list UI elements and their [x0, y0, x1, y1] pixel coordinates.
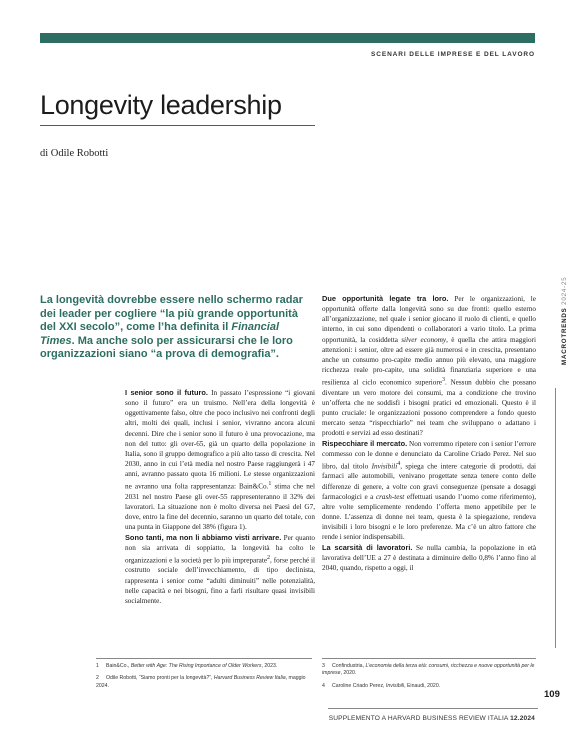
footnote-divider — [322, 658, 536, 659]
top-accent-bar — [40, 33, 535, 43]
footnote-ref: 3 — [441, 377, 445, 384]
subheading: Sono tanti, ma non li abbiamo visti arrivare. — [125, 532, 282, 542]
footnote-ref: 2 — [267, 554, 271, 561]
page-footer: SUPPLEMENTO A HARVARD BUSINESS REVIEW ITALIA 12.2024 — [328, 715, 535, 722]
title-underline — [40, 125, 315, 126]
footnote-ref: 4 — [397, 460, 401, 467]
byline: di Odile Robotti — [40, 148, 109, 159]
footer-divider — [328, 708, 538, 709]
subheading: Due opportunità legate tra loro. — [322, 294, 449, 303]
paragraph: Rispecchiare il mercato. Non vorremmo ripetere con i senior l’errore commesso con le donne e denunciato da Caroline Criado Perez. Nel suo libro, dal titolo Invisibili$^4$, spiega che intere categorie di prodotti, dai farmaci alle automobili, venivano progettate senza tenere conto delle differenze di genere, a volte con gravi conseguenze (pensate a dosaggi farmacologici e a crash-test effettuati usando l’uomo come riferimento), altre volte semplicemente rendendo l’offerta meno appetibile per le donne. L’assenza di donne nei team, questa è la spiegazione, rendeva invisibili i loro bisogni e le loro preferenze. Ma c’è un altro fattore che rende i senior indispensabili. — [322, 438, 537, 542]
footnote: 3 Confindustria, L’economia della terza età: consumi, ricchezza e nuove opportunità per le imprese, 2020. — [322, 663, 535, 677]
footnote-ref: 1 — [268, 481, 272, 488]
sidebar-divider — [555, 388, 556, 648]
sidebar-brand-label: MACROTRENDS 2024-25 — [561, 276, 568, 365]
body-column-left — [125, 388, 315, 606]
footnotes-right — [322, 663, 536, 695]
paragraph: La scarsità di lavoratori. Se nulla cambia, la popolazione in età lavorativa dell’UE a 27 è destinata a diminuire dello 0,8% l’anno fino al 2040, quando, rispetto a oggi, il — [322, 542, 537, 572]
page-number: 109 — [544, 689, 560, 700]
footnote: 2 Odile Robotti, “Siamo pronti per la longevità?”, Harvard Business Review Italia, maggio 2024. — [96, 675, 306, 689]
paragraph: Sono tanti, ma non li abbiamo visti arrivare. Per quanto non sia arrivata di soppiatto, la longevità ha colto le organizzazioni e la società per lo più impreparate$^2$, forse perché il costrutto sociale dell’invecchiamento, di tipo declinista, rappresenta i senior come “adulti diminuiti” nelle potenzialità, nelle capacità e nei bisogni, fino a farli risultare quasi invisibili socialmente. — [125, 532, 315, 605]
paragraph: I senior sono il futuro. In passato l’espressione “i giovani sono il futuro” era un truismo. Nell’era della longevità è oggettivamente falso, oltre che poco inclusivo nei confronti degli altri, molti dei quali, inclusi i senior, vivranno ancora alcuni decenni. Dire che i senior sono il futuro è una provocazione, ma non del tutto: gli over-65, già un quarto della popolazione in Italia, sono il gruppo demografico a più alto tasso di crescita. Nel 2030, anno in cui l’età media nel nostro Paese raggiungerà i 47 anni, avranno passato quota 16 milioni. Le stesse organizzazioni ne avranno una folta rappresentanza: Bain&Co.$^1$ stima che nel 2031 nel nostro Paese gli over-55 rappresenteranno il 32% dei lavoratori. La situazione non è molto diversa nei Paesi del G7, dove, entro la fine del decennio, saranno un quarto del totale, con una punta in Giappone del 38% (figura 1). — [125, 388, 315, 532]
subheading: La scarsità di lavoratori. — [322, 542, 413, 552]
paragraph: Due opportunità legate tra loro. Per le organizzazioni, le opportunità offerte dalla longevità sono su due fronti: quello esterno all’organizzazione, nel quale i senior giocano il ruolo di clienti, e quello interno, in cui sono dipendenti o collaboratori a vario titolo. La prima opportunità, la cosiddetta silver economy, è quella che attira maggiori attenzioni: i senior, oltre ad essere già numerosi e in crescita, presentano anche un consumo pro-capite medio annuo più elevato, una maggiore ricchezza reale pro-capite, una solidità finanziaria superiore e una resilienza al ciclo economico superiore$^3$. Nessun dubbio che possano diventare un vero motore dei consumi, ma a condizione che trovino un’offerta che ne soddisfi i bisogni pratici ed emozionali. Questo è il punto cruciale: le organizzazioni possono comprendere a fondo questo mercato senza “rispecchiarlo” nei team che sviluppano o adattano i prodotti e servizi ad esso destinati? — [322, 294, 536, 438]
standfirst: La longevità dovrebbe essere nello schermo radar dei leader per cogliere “la più grande opportunità del XXI secolo”, come l’ha definita il Financial Times. Ma anche solo per assicurarsi che le loro organizzazioni siano “a prova di demografia”. — [40, 294, 303, 361]
footnote-divider — [96, 658, 312, 659]
footnotes-left — [96, 663, 312, 695]
article-title: Longevity leadership — [40, 90, 282, 120]
subheading: I senior sono il futuro. — [125, 388, 208, 397]
footnote: 1 Bain&Co., Better with Age: The Rising Importance of Older Workers, 2023. — [96, 663, 278, 669]
body-column-right — [322, 294, 536, 573]
footnote: 4 Caroline Criado Perez, Invisibili, Einaudi, 2020. — [322, 682, 441, 689]
section-label: SCENARI DELLE IMPRESE E DEL LAVORO — [371, 51, 535, 58]
subheading: Rispecchiare il mercato. — [322, 438, 408, 448]
